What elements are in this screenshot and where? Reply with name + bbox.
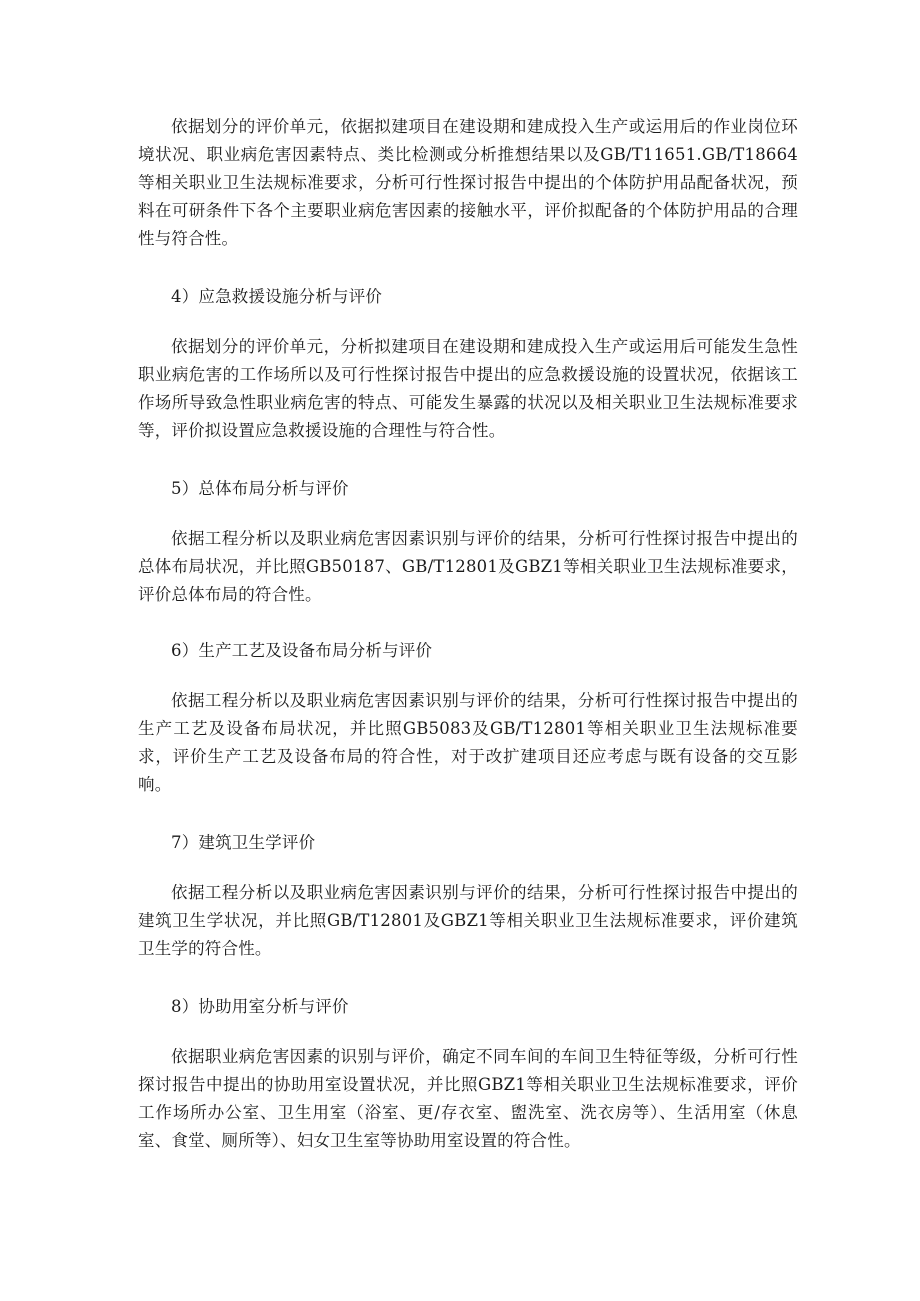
- section-heading-process-equipment: 6）生产工艺及设备布局分析与评价: [171, 641, 433, 660]
- section-heading-overall-layout: 5）总体布局分析与评价: [171, 479, 349, 498]
- paragraph-emergency-rescue: 依据划分的评价单元，分析拟建项目在建设期和建成投入生产或运用后可能发生急性职业病危害的工作场所以及可行性探讨报告中提出的应急救援设施的设置状况，依据该工作场所导致急性职业病危害的特点、可能发生暴露的状况以及相关职业卫生法规标准要求等，评价拟设置应急救援设施的合理性与符合性。: [138, 337, 798, 440]
- section-heading-building-hygiene: 7）建筑卫生学评价: [171, 833, 316, 852]
- paragraph-process-equipment: 依据工程分析以及职业病危害因素识别与评价的结果，分析可行性探讨报告中提出的生产工艺及设备布局状况，并比照GB5083及GB/T12801等相关职业卫生法规标准要求，评价生产工艺及设备布局的符合性，对于改扩建项目还应考虑与既有设备的交互影响。: [138, 691, 798, 794]
- section-heading-emergency-rescue: 4）应急救援设施分析与评价: [171, 287, 383, 306]
- paragraph-building-hygiene: 依据工程分析以及职业病危害因素识别与评价的结果，分析可行性探讨报告中提出的建筑卫生学状况，并比照GB/T12801及GBZ1等相关职业卫生法规标准要求，评价建筑卫生学的符合性。: [138, 883, 798, 958]
- paragraph-auxiliary-rooms: 依据职业病危害因素的识别与评价，确定不同车间的车间卫生特征等级，分析可行性探讨报告中提出的协助用室设置状况，并比照GBZ1等相关职业卫生法规标准要求，评价工作场所办公室、卫生用室（浴室、更/存衣室、盥洗室、洗衣房等）、生活用室（休息室、食堂、厕所等）、妇女卫生室等协助用室设置的符合性。: [138, 1047, 798, 1150]
- paragraph-overall-layout: 依据工程分析以及职业病危害因素识别与评价的结果，分析可行性探讨报告中提出的总体布局状况，并比照GB50187、GB/T12801及GBZ1等相关职业卫生法规标准要求，评价总体布局的符合性。: [138, 529, 798, 604]
- paragraph-ppe-evaluation: 依据划分的评价单元，依据拟建项目在建设期和建成投入生产或运用后的作业岗位环境状况、职业病危害因素特点、类比检测或分析推想结果以及GB/T11651.GB/T18664等相关职业卫生法规标准要求，分析可行性探讨报告中提出的个体防护用品配备状况，预料在可研条件下各个主要职业病危害因素的接触水平，评价拟配备的个体防护用品的合理性与符合性。: [138, 117, 798, 248]
- section-heading-auxiliary-rooms: 8）协助用室分析与评价: [171, 997, 349, 1016]
